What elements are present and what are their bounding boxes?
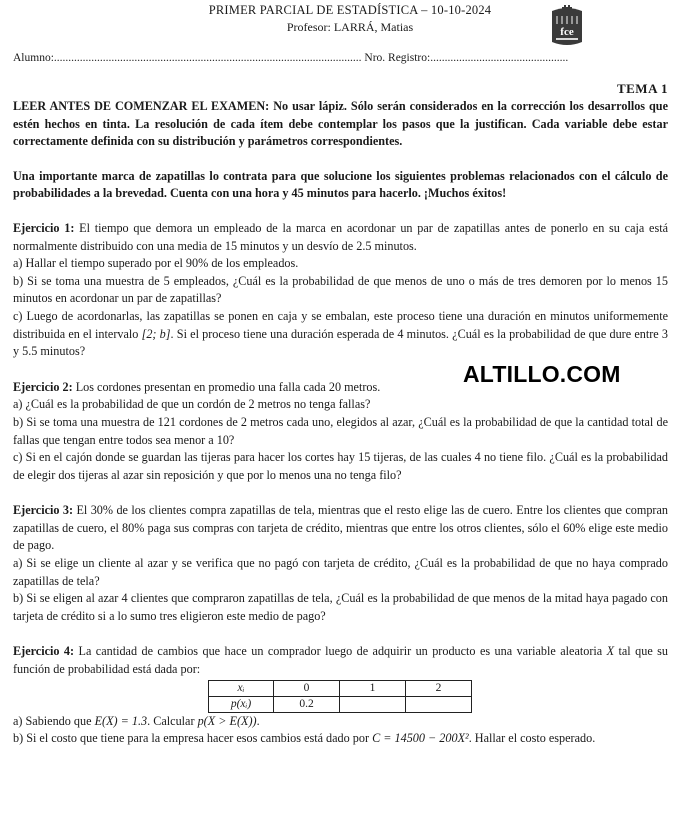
instructions-heading: LEER ANTES DE COMENZAR EL EXAMEN: xyxy=(13,99,270,113)
alumno-field[interactable]: ........................................................................................................... xyxy=(53,52,362,64)
ejercicio-4-a-part1: a) Sabiendo que xyxy=(13,713,95,728)
table-cell xyxy=(340,696,406,712)
ejercicio-1 xyxy=(13,220,668,255)
ejercicio-3 xyxy=(13,502,668,555)
context-paragraph: Una importante marca de zapatillas lo contrata para que solucione los siguientes problemas relacionados con el cálculo de probabilidades a la brevedad. Cuenta con una hora y 45 minutos para hacerlo. ¡Muchos éxitos! xyxy=(13,168,668,201)
ejercicio-4-label: Ejercicio 4: xyxy=(13,644,75,659)
exam-content xyxy=(13,98,668,748)
ejercicio-4-b-part1: b) Si el costo que tiene para la empresa hacer esos cambios está dado por xyxy=(13,731,373,746)
table-cell: p(xᵢ) xyxy=(209,696,274,712)
alumno-label: Alumno: xyxy=(13,52,54,64)
ejercicio-4-a-part3: . xyxy=(256,713,260,728)
logo-text: fce xyxy=(560,26,574,38)
ejercicio-1-c-part1: c) Luego de acordonarlas, las zapatillas se ponen en caja y se embalan, este proceso tiene una duración en minutos uniformemente distribuida en el intervalo xyxy=(13,308,668,341)
ejercicio-2-text: Los cordones presentan en promedio una falla cada 20 metros. xyxy=(72,379,381,394)
ejercicio-3-text: El 30% de los clientes compra zapatillas de tela, mientras que el resto elige las de cuero. Entre los clientes que compran zapatillas de cuero, el 80% paga sus compras con tarjeta de crédito, mientras que entre los otros clientes, sólo el 60% elige este medio de pago. xyxy=(13,503,668,553)
ejercicio-3-b: b) Si se eligen al azar 4 clientes que compraron zapatillas de tela, ¿Cuál es la probabilidad de que menos de la mitad haya pagado con tarjeta de crédito si a lo sumo tres eligieron este medio de pago? xyxy=(13,591,668,623)
variable-x: X xyxy=(606,644,615,659)
exam-header xyxy=(0,2,700,36)
fce-logo xyxy=(549,4,585,48)
professor-name: Profesor: LARRÁ, Matias xyxy=(286,20,414,34)
table-row xyxy=(209,696,472,712)
ejercicio-1-c xyxy=(13,308,668,361)
cost-expression: C = 14500 − 200X² xyxy=(372,731,469,746)
altillo-watermark: ALTILLO.COM xyxy=(463,361,621,387)
instructions xyxy=(13,98,668,151)
registro-field[interactable]: ................................................ xyxy=(430,52,569,64)
table-cell: 0 xyxy=(274,680,340,696)
ejercicio-3-a: a) Si se elige un cliente al azar y se verifica que no pagó con tarjeta de crédito, ¿Cuál es la probabilidad de que no haya comprado zapatillas de tela? xyxy=(13,556,668,588)
ejercicio-4-b xyxy=(13,730,668,748)
ejercicio-1-label: Ejercicio 1: xyxy=(13,220,75,235)
interval-expression: [2; b] xyxy=(141,326,171,341)
table-row xyxy=(209,680,472,696)
exam-title: PRIMER PARCIAL DE ESTADÍSTICA – 10-10-2024 xyxy=(208,3,492,17)
table-cell: 1 xyxy=(340,680,406,696)
student-info-row xyxy=(13,52,613,64)
ejercicio-4-a-part2: . Calcular xyxy=(147,713,198,728)
ejercicio-4-b-part2: . Hallar el costo esperado. xyxy=(468,731,596,746)
ejercicio-4 xyxy=(13,643,668,678)
ejercicio-4-a xyxy=(13,713,668,731)
table-cell xyxy=(406,696,472,712)
ejercicio-1-text: El tiempo que demora un empleado de la marca en acordonar un par de zapatillas antes de ponerlo en su caja está normalmente distribuido con una media de 15 minutos y un desvío de 2.5 minutos. xyxy=(13,220,669,253)
ejercicio-2 xyxy=(13,379,668,397)
ejercicio-2-c: c) Si en el cajón donde se guardan las tijeras para hacer los cortes hay 15 tijeras, de las cuales 4 no tiene filo. ¿Cuál es la probabilidad de elegir dos tijeras al azar sin reposición y que por lo menos una no tenga filo? xyxy=(13,450,668,482)
ejercicio-1-b: b) Si se toma una muestra de 5 empleados, ¿Cuál es la probabilidad de que menos de uno o más de tres demoren por lo menos 15 minutos en acordonar un par de zapatillas? xyxy=(13,273,668,306)
ejercicio-2-b: b) Si se toma una muestra de 121 cordones de 2 metros cada uno, elegidos al azar, ¿Cuál es la probabilidad de que la cantidad total de fallas que tengan entre todos sea menor a 10? xyxy=(13,414,668,447)
ejercicio-4-text-part1: La cantidad de cambios que hace un comprador luego de adquirir un producto es una variable aleatoria xyxy=(74,644,607,659)
ejercicio-3-label: Ejercicio 3: xyxy=(13,503,74,518)
registro-label: Nro. Registro: xyxy=(364,52,431,64)
ejercicio-2-a: a) ¿Cuál es la probabilidad de que un cordón de 2 metros no tenga fallas? xyxy=(13,397,371,412)
ejercicio-4-text-part2: tal que su función de probabilidad está dada por: xyxy=(13,644,668,677)
ejercicio-1-a: a) Hallar el tiempo superado por el 90% de los empleados. xyxy=(13,256,299,271)
expected-value-expression: E(X) = 1.3 xyxy=(94,713,148,728)
tema-label: TEMA 1 xyxy=(616,81,668,96)
probability-expression: p(X > E(X)) xyxy=(197,713,257,728)
table-cell: xᵢ xyxy=(209,680,274,696)
instructions-text: No usar lápiz. Sólo serán considerados en la corrección los desarrollos que estén hechos en tinta. La resolución de cada ítem debe contemplar los pasos que la justifican. Cada variable debe estar correctamente definida con su distribución y parámetros correspondientes. xyxy=(13,99,668,149)
ejercicio-2-label: Ejercicio 2: xyxy=(13,379,73,394)
probability-table xyxy=(208,680,472,713)
ejercicio-1-c-part2: . Si el proceso tiene una duración esperada de 4 minutos. ¿Cuál es la probabilidad de que dure entre 3 y 5.5 minutos? xyxy=(13,326,669,359)
fce-logo-icon xyxy=(549,4,585,48)
table-cell: 2 xyxy=(406,680,472,696)
table-cell: 0.2 xyxy=(274,696,340,712)
